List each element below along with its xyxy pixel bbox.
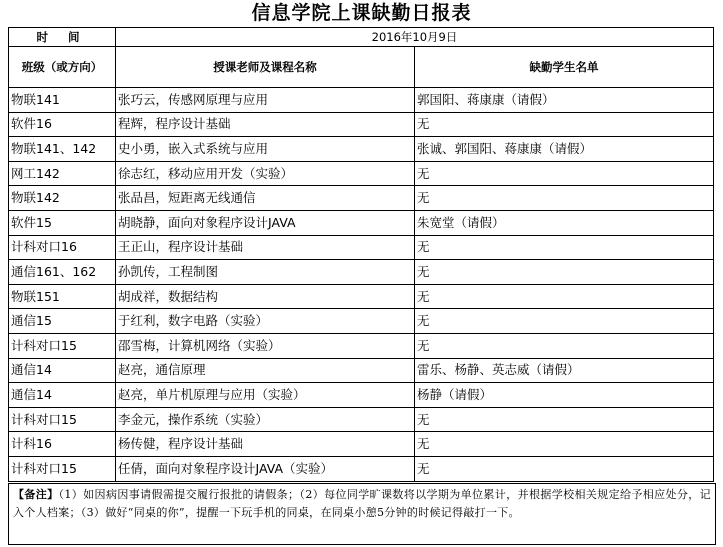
absent-students-cell: 无 (415, 333, 714, 358)
teacher-course-cell: 任倩，面向对象程序设计JAVA（实验） (116, 456, 415, 481)
class-cell: 计科对口16 (9, 235, 116, 260)
notes-box (8, 483, 716, 545)
class-cell: 软件15 (9, 210, 116, 235)
teacher-course-cell: 张品昌，短距离无线通信 (116, 186, 415, 211)
absent-students-cell: 郭国阳、蒋康康（请假） (415, 88, 714, 113)
class-cell: 通信14 (9, 383, 116, 408)
absent-students-cell: 无 (415, 432, 714, 457)
teacher-course-cell: 杨传健，程序设计基础 (116, 432, 415, 457)
absent-students-cell: 无 (415, 235, 714, 260)
class-cell: 计科16 (9, 432, 116, 457)
absent-students-cell: 张诚、郭国阳、蒋康康（请假） (415, 137, 714, 162)
teacher-course-cell: 邵雪梅，计算机网络（实验） (116, 333, 415, 358)
absent-students-cell: 无 (415, 309, 714, 334)
table-row (9, 88, 714, 113)
table-row (9, 260, 714, 285)
table-row (9, 161, 714, 186)
absent-students-cell: 无 (415, 260, 714, 285)
header-teacher-course: 授课老师及课程名称 (116, 47, 415, 88)
absent-students-cell: 无 (415, 112, 714, 137)
class-cell: 物联151 (9, 284, 116, 309)
table-row (9, 112, 714, 137)
teacher-course-cell: 胡晓静，面向对象程序设计JAVA (116, 210, 415, 235)
teacher-course-cell: 李金元，操作系统（实验） (116, 407, 415, 432)
table-row (9, 407, 714, 432)
table-row (9, 432, 714, 457)
absent-students-cell: 无 (415, 456, 714, 481)
teacher-course-cell: 程辉，程序设计基础 (116, 112, 415, 137)
time-row (9, 28, 714, 47)
table-row (9, 137, 714, 162)
absent-students-cell: 无 (415, 284, 714, 309)
absent-students-cell: 杨静（请假） (415, 383, 714, 408)
table-row (9, 309, 714, 334)
class-cell: 物联142 (9, 186, 116, 211)
absent-students-cell: 雷乐、杨静、英志威（请假） (415, 358, 714, 383)
class-cell: 计科对口15 (9, 333, 116, 358)
class-cell: 通信161、162 (9, 260, 116, 285)
absent-students-cell: 无 (415, 161, 714, 186)
teacher-course-cell: 王正山，程序设计基础 (116, 235, 415, 260)
absent-students-cell: 无 (415, 186, 714, 211)
notes-text: （1）如因病因事请假需提交履行报批的请假条；（2）每位同学旷课数将以学期为单位累计，并根据学校相关规定给予相应处分，记入个人档案；（3）做好“同桌的你”，提醒一下玩手机的同桌，在同桌小憩5分钟的时候记得敲打一下。 (13, 488, 711, 519)
table-row (9, 358, 714, 383)
class-cell: 网工142 (9, 161, 116, 186)
table-row (9, 456, 714, 481)
teacher-course-cell: 赵亮，单片机原理与应用（实验） (116, 383, 415, 408)
table-row (9, 235, 714, 260)
attendance-table (8, 27, 714, 482)
class-cell: 软件16 (9, 112, 116, 137)
time-label: 时 间 (9, 28, 116, 47)
absent-students-cell: 朱宽堂（请假） (415, 210, 714, 235)
table-row (9, 186, 714, 211)
class-cell: 计科对口15 (9, 456, 116, 481)
teacher-course-cell: 胡成祥，数据结构 (116, 284, 415, 309)
table-row (9, 210, 714, 235)
notes-label: 【备注】 (13, 488, 59, 501)
header-row (9, 47, 714, 88)
teacher-course-cell: 张巧云，传感网原理与应用 (116, 88, 415, 113)
table-row (9, 284, 714, 309)
teacher-course-cell: 史小勇，嵌入式系统与应用 (116, 137, 415, 162)
class-cell: 通信14 (9, 358, 116, 383)
header-absent-students: 缺勤学生名单 (415, 47, 714, 88)
class-cell: 通信15 (9, 309, 116, 334)
teacher-course-cell: 徐志红，移动应用开发（实验） (116, 161, 415, 186)
teacher-course-cell: 于红利，数字电路（实验） (116, 309, 415, 334)
class-cell: 物联141 (9, 88, 116, 113)
class-cell: 物联141、142 (9, 137, 116, 162)
absent-students-cell: 无 (415, 407, 714, 432)
header-class: 班级（或方向） (9, 47, 116, 88)
report-title: 信息学院上课缺勤日报表 (251, 2, 472, 24)
table-row (9, 333, 714, 358)
teacher-course-cell: 赵亮，通信原理 (116, 358, 415, 383)
teacher-course-cell: 孙凯传，工程制图 (116, 260, 415, 285)
table-row (9, 383, 714, 408)
report-date: 2016年10月9日 (116, 28, 714, 47)
class-cell: 计科对口15 (9, 407, 116, 432)
